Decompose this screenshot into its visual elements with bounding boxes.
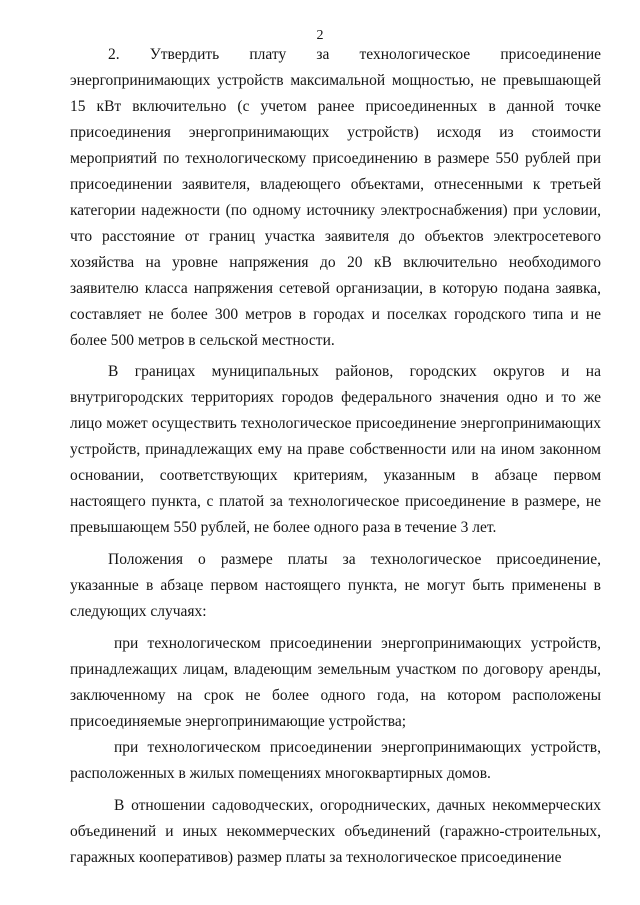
paragraph-exceptions-intro: Положения о размере платы за технологическое присоединение, указанные в абзаце первом настоящего пункта, не могут быть применены в следующих случаях:	[70, 551, 601, 620]
paragraph-exception-apartments: при технологическом присоединении энергопринимающих устройств, расположенных в жилых помещениях многоквартирных домов.	[70, 739, 601, 782]
paragraph-noncommercial-associations: В отношении садоводческих, огороднических, дачных некоммерческих объединений и иных некоммерческих объединений (гаражно-строительных, гаражных кооперативов) размер платы за технологическое присоединение	[70, 797, 601, 866]
paragraph-municipal-limit: В границах муниципальных районов, городских округов и на внутригородских территориях городов федерального значения одно и то же лицо может осуществить технологическое присоединение энергопринимающих устройств, принадлежащих ему на праве собственности или на ином законном основании, соответствующих критериям, указанным в абзаце первом настоящего пункта, с платой за технологическое присоединение в размере, не превышающем 550 рублей, не более одного раза в течение 3 лет.	[70, 363, 601, 536]
paragraph-exception-lease: при технологическом присоединении энергопринимающих устройств, принадлежащих лицам, владеющим земельным участком по договору аренды, заключенному на срок не более одного года, на котором расположены присоединяемые энергопринимающие устройства;	[70, 635, 601, 730]
document-body	[70, 42, 601, 871]
page-number: 2	[316, 28, 324, 43]
paragraph-item-2-approve-fee: 2. Утвердить плату за технологическое присоединение энергопринимающих устройств максимальной мощностью, не превышающей 15 кВт включительно (с учетом ранее присоединенных в данной точке присоединения энергопринимающих устройств) исходя из стоимости мероприятий по технологическому присоединению в размере 550 рублей при присоединении заявителя, владеющего объектами, отнесенными к третьей категории надежности (по одному источнику электроснабжения) при условии, что расстояние от границ участка заявителя до объектов электросетевого хозяйства на уровне напряжения до 20 кВ включительно необходимого заявителю класса напряжения сетевой организации, в которую подана заявка, составляет не более 300 метров в городах и поселках городского типа и не более 500 метров в сельской местности.	[70, 46, 601, 349]
